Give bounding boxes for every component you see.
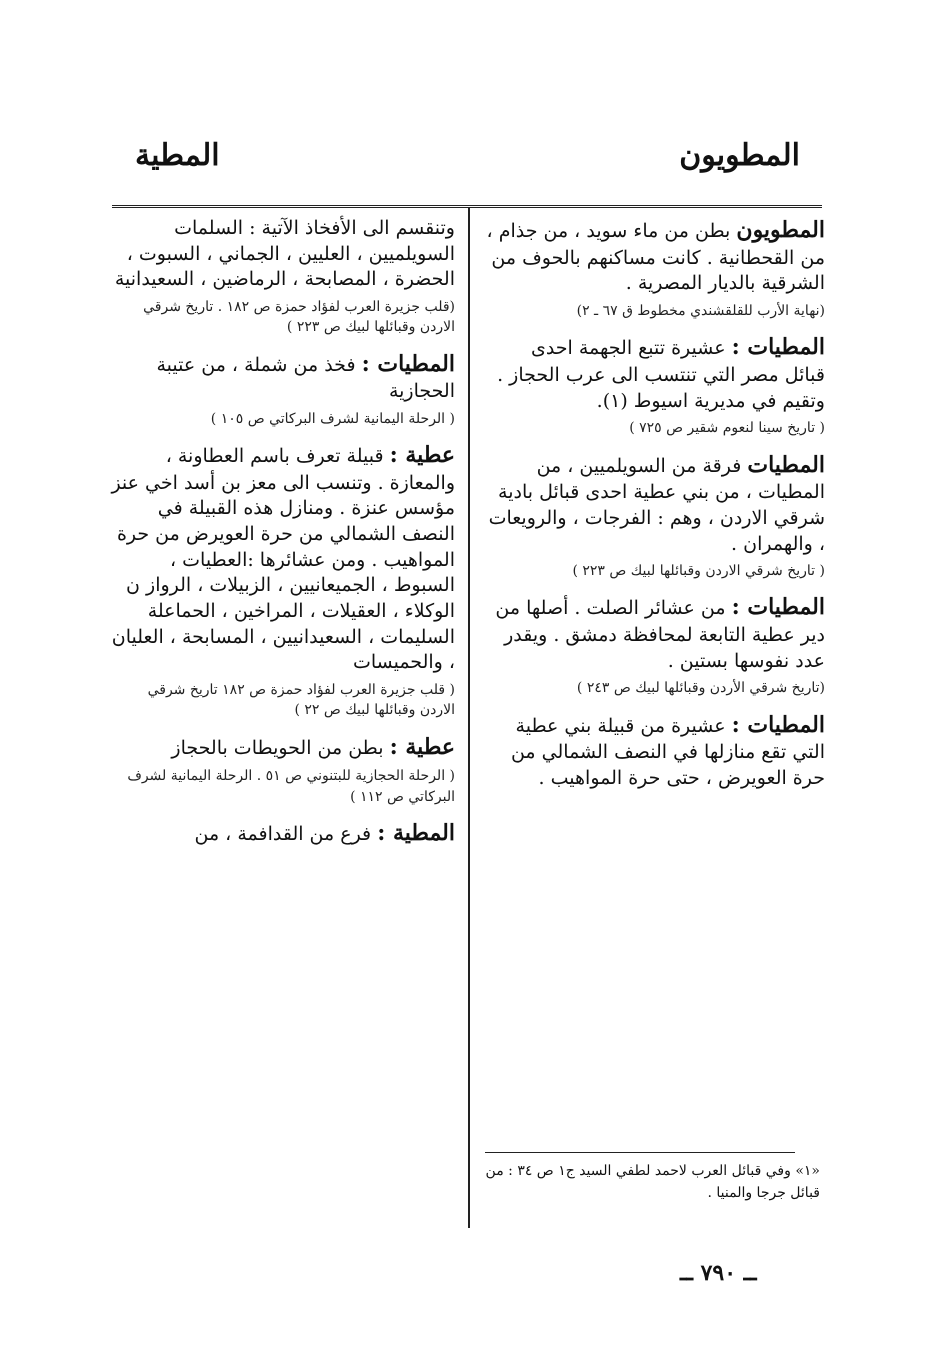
- column-divider: [468, 208, 470, 1228]
- entry: [110, 441, 455, 720]
- entry: [110, 819, 455, 849]
- header-rule: [112, 205, 822, 208]
- entry-source: ( قلب جزيرة العرب لفؤاد حمزة ص ١٨٢ تاريخ شرقي الاردن وقبائلها لبيك ص ٢٢ ): [147, 681, 455, 719]
- entry-heading: المطيات :: [731, 711, 825, 738]
- entry-body: بطن من ماء سويد ، من جذام ، من القحطانية . كانت مساكنهم بالحوف من الشرقية بالديار المصرية .: [486, 220, 825, 295]
- entry: [485, 216, 825, 321]
- entry: [485, 593, 825, 698]
- entry-heading: المطيات :: [731, 334, 825, 361]
- entry-body: فرع من القدافمة ، من: [194, 822, 372, 845]
- entry: [110, 733, 455, 807]
- entry-source: (تاريخ شرقي الأردن وقبائلها لبيك ص ٢٤٣ ): [576, 680, 825, 697]
- entry: [110, 216, 455, 338]
- entry-heading: عطية :: [389, 442, 455, 469]
- entry-body: عشيرة تتبع الجهمة احدى قبائل مصر التي تنتسب الى عرب الحجاز . وتقيم في مديرية اسيوط (١).: [497, 337, 825, 412]
- footnote: «١» وفي قبائل العرب لاحمد لطفي السيد ج١ ص ٣٤ : من قبائل جرجا والمنيا .: [485, 1163, 820, 1202]
- entry-source: (نهاية الأرب للقلقشندي مخطوط ق ٦٧ ـ ٢): [576, 302, 825, 319]
- entry-heading: المطويون: [736, 217, 825, 243]
- entry-body: وتنقسم الى الأفخاذ الآتية : السلمات السويلميين ، العليين ، الجماني ، السبوت ، الحضرة ، المصابحة ، الرماضين ، السعيدانية: [114, 217, 455, 291]
- entry-body: بطن من الحويطات بالحجاز: [171, 736, 384, 759]
- entry-body: قبيلة تعرف باسم العطاونة ، والمعازة . وتنسب الى معز بن أسد اخي عنز مؤسس عنزة . ومنازل هذه القبيلة في النصف الشمالي من حرة العويرض من حرة المواهيب . ومن عشائرها :العطيات ، السبوط ، الجميعانيين ، الزبيلات ، الرواز ن الوكلاء ، العقيلات ، المراخين ، الحماعلة السليمات ، السعيدانيين ، المسابحة ، العليان ، والحميسات: [111, 445, 455, 674]
- entry: [485, 451, 825, 582]
- entry-source: ( الرحلة اليمانية لشرف البركاتي ص ١٠٥ ): [210, 410, 455, 427]
- right-column: [485, 216, 825, 802]
- entry-heading: المطية :: [377, 819, 455, 846]
- entry-body: فرقة من السويلميين ، من المطيات ، من بني عطية احدى قبائل بادية شرقي الاردن ، وهم : الفرجات ، والرويعات ، والهمران .: [488, 454, 825, 555]
- footnote-rule: [485, 1152, 795, 1153]
- entry: [485, 711, 825, 792]
- running-head-right: المطويون: [679, 138, 800, 173]
- running-head-left: المطية: [135, 138, 220, 173]
- entry-heading: عطية :: [389, 733, 455, 760]
- entry-source: ( الرحلة الحجازية للبتنوني ص ٥١ . الرحلة اليمانية لشرف البركاتي ص ١١٢ ): [127, 768, 455, 805]
- entry-source: ( تاريخ سينا لنعوم شقير ص ٧٢٥ ): [629, 420, 825, 437]
- page-number: ــ ٧٩٠ ــ: [680, 1260, 757, 1286]
- entry: [485, 333, 825, 438]
- entry-heading: المطيات: [747, 451, 825, 478]
- entry-body: فخذ من شملة ، من عتيبة الحجازية: [156, 353, 455, 403]
- entry-body: من عشائر الصلت . أصلها من دير عطية التابعة لمحافظة دمشق . ويقدر عدد نفوسها بستين .: [495, 597, 825, 672]
- entry-body: عشيرة من قبيلة بني عطية التي تقع منازلها في النصف الشمالي من حرة العويرض ، حتى حرة المواهيب .: [510, 714, 825, 790]
- entry-heading: المطيات :: [731, 594, 825, 621]
- entry-heading: المطيات :: [361, 350, 455, 377]
- entry: [110, 350, 455, 430]
- left-column: [110, 216, 455, 859]
- entry-source: (قلب جزيرة العرب لفؤاد حمزة ص ١٨٢ . تاريخ شرقي الاردن وقبائلها لبيك ص ٢٢٣ ): [143, 298, 455, 336]
- entry-source: ( تاريخ شرقي الاردن وقبائلها لبيك ص ٢٢٣ ): [572, 563, 825, 580]
